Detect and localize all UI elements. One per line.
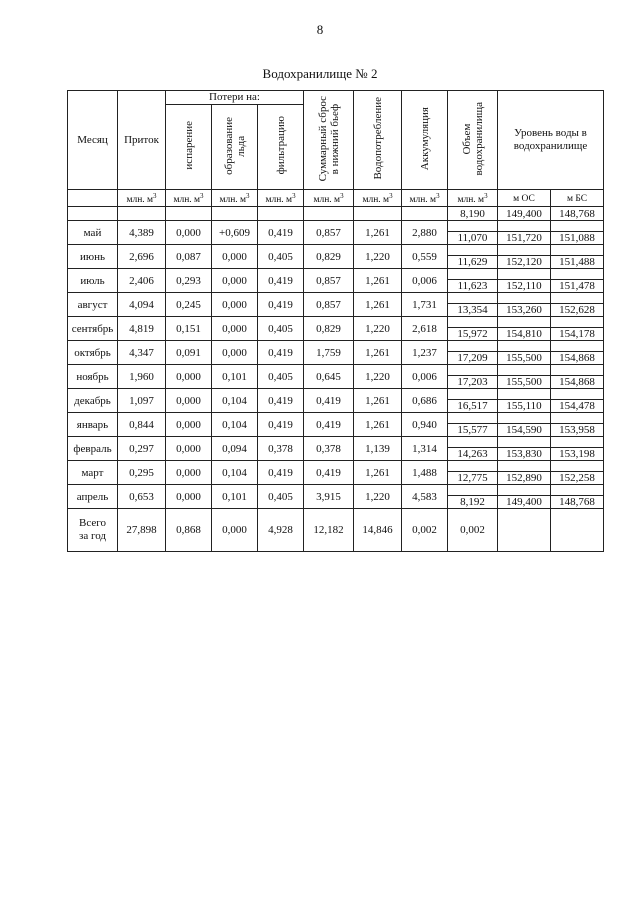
total-bs-cell bbox=[551, 509, 604, 552]
filtration-cell: 0,419 bbox=[258, 461, 304, 485]
table-row bbox=[68, 461, 604, 472]
inflow-cell: 4,819 bbox=[118, 317, 166, 341]
spacer-cell bbox=[448, 437, 498, 448]
filtration-cell: 0,419 bbox=[258, 293, 304, 317]
month-cell: август bbox=[68, 293, 118, 317]
unit-level-os: м ОС bbox=[498, 190, 551, 207]
consumption-cell: 1,261 bbox=[354, 221, 402, 245]
header-discharge: Суммарный сброс в нижний бьеф bbox=[304, 91, 354, 190]
spacer-cell bbox=[551, 365, 604, 376]
spacer-cell bbox=[551, 389, 604, 400]
accumulation-cell: 1,237 bbox=[402, 341, 448, 365]
accumulation-cell: 1,731 bbox=[402, 293, 448, 317]
volume-cell: 16,517 bbox=[448, 400, 498, 413]
spacer-cell bbox=[498, 317, 551, 328]
accumulation-cell: 0,559 bbox=[402, 245, 448, 269]
ice-formation-cell: 0,000 bbox=[212, 245, 258, 269]
page-number: 8 bbox=[316, 22, 324, 37]
accumulation-cell: 0,686 bbox=[402, 389, 448, 413]
spacer-cell bbox=[498, 485, 551, 496]
spacer-cell bbox=[498, 245, 551, 256]
inflow-cell: 4,094 bbox=[118, 293, 166, 317]
inflow-cell: 4,389 bbox=[118, 221, 166, 245]
total-discharge-cell: 12,182 bbox=[304, 509, 354, 552]
spacer-cell bbox=[448, 293, 498, 304]
spacer-cell bbox=[551, 341, 604, 352]
table-row bbox=[68, 245, 604, 256]
unit-volume: млн. $м^3$ bbox=[448, 190, 498, 207]
table-row bbox=[68, 365, 604, 376]
volume-cell: 15,577 bbox=[448, 424, 498, 437]
spacer-cell bbox=[498, 341, 551, 352]
spacer-cell bbox=[551, 485, 604, 496]
spacer-cell bbox=[551, 269, 604, 280]
accumulation-cell: 0,006 bbox=[402, 365, 448, 389]
unit-filtration: млн. $м^3$ bbox=[258, 190, 304, 207]
level-os-cell: 153,830 bbox=[498, 448, 551, 461]
total-os-cell bbox=[498, 509, 551, 552]
level-bs-cell: 153,198 bbox=[551, 448, 604, 461]
accumulation-cell: 0,940 bbox=[402, 413, 448, 437]
month-cell: июль bbox=[68, 269, 118, 293]
evaporation-cell: 0,000 bbox=[166, 461, 212, 485]
month-cell: сентябрь bbox=[68, 317, 118, 341]
inflow-cell: 4,347 bbox=[118, 341, 166, 365]
unit-inflow: млн. $м^3$ bbox=[118, 190, 166, 207]
total-filt-cell: 4,928 bbox=[258, 509, 304, 552]
inflow-cell: 0,295 bbox=[118, 461, 166, 485]
month-cell: февраль bbox=[68, 437, 118, 461]
ice-formation-cell: 0,104 bbox=[212, 461, 258, 485]
level-bs-cell: 151,488 bbox=[551, 256, 604, 269]
table-row bbox=[68, 269, 604, 280]
spacer-cell bbox=[551, 245, 604, 256]
level-os-cell: 155,500 bbox=[498, 376, 551, 389]
inflow-cell: 0,844 bbox=[118, 413, 166, 437]
initial-level-os: 149,400 bbox=[498, 207, 551, 221]
spacer-cell bbox=[551, 317, 604, 328]
spacer-cell bbox=[498, 221, 551, 232]
ice-formation-cell: 0,000 bbox=[212, 341, 258, 365]
total-volume-cell: 0,002 bbox=[448, 509, 498, 552]
spacer-cell bbox=[448, 485, 498, 496]
unit-evaporation: млн. $м^3$ bbox=[166, 190, 212, 207]
month-cell: июнь bbox=[68, 245, 118, 269]
table-row bbox=[68, 389, 604, 400]
ice-formation-cell: 0,000 bbox=[212, 317, 258, 341]
table-row bbox=[68, 317, 604, 328]
discharge-cell: 0,645 bbox=[304, 365, 354, 389]
level-os-cell: 153,260 bbox=[498, 304, 551, 317]
evaporation-cell: 0,245 bbox=[166, 293, 212, 317]
table-row bbox=[68, 293, 604, 304]
level-os-cell: 152,120 bbox=[498, 256, 551, 269]
spacer-cell bbox=[498, 413, 551, 424]
unit-discharge: млн. $м^3$ bbox=[304, 190, 354, 207]
level-os-cell: 149,400 bbox=[498, 496, 551, 509]
total-ice-cell: 0,000 bbox=[212, 509, 258, 552]
spacer-cell bbox=[448, 317, 498, 328]
ice-formation-cell: 0,104 bbox=[212, 389, 258, 413]
ice-formation-cell: 0,094 bbox=[212, 437, 258, 461]
ice-formation-cell: 0,000 bbox=[212, 269, 258, 293]
total-consumption-cell: 14,846 bbox=[354, 509, 402, 552]
spacer-cell bbox=[448, 245, 498, 256]
volume-cell: 17,203 bbox=[448, 376, 498, 389]
consumption-cell: 1,220 bbox=[354, 365, 402, 389]
consumption-cell: 1,261 bbox=[354, 293, 402, 317]
accumulation-cell: 1,314 bbox=[402, 437, 448, 461]
spacer-cell bbox=[551, 293, 604, 304]
filtration-cell: 0,405 bbox=[258, 485, 304, 509]
filtration-cell: 0,419 bbox=[258, 341, 304, 365]
level-bs-cell: 151,478 bbox=[551, 280, 604, 293]
inflow-cell: 0,297 bbox=[118, 437, 166, 461]
ice-formation-cell: 0,104 bbox=[212, 413, 258, 437]
filtration-cell: 0,378 bbox=[258, 437, 304, 461]
volume-cell: 11,629 bbox=[448, 256, 498, 269]
spacer-cell bbox=[448, 365, 498, 376]
evaporation-cell: 0,151 bbox=[166, 317, 212, 341]
level-bs-cell: 152,628 bbox=[551, 304, 604, 317]
evaporation-cell: 0,000 bbox=[166, 437, 212, 461]
header-inflow: Приток bbox=[118, 91, 166, 190]
month-cell: апрель bbox=[68, 485, 118, 509]
header-consumption: Водопотребление bbox=[354, 91, 402, 190]
spacer-cell bbox=[498, 269, 551, 280]
total-accum-cell: 0,002 bbox=[402, 509, 448, 552]
volume-cell: 12,775 bbox=[448, 472, 498, 485]
consumption-cell: 1,261 bbox=[354, 269, 402, 293]
filtration-cell: 0,405 bbox=[258, 317, 304, 341]
spacer-cell bbox=[448, 389, 498, 400]
evaporation-cell: 0,000 bbox=[166, 485, 212, 509]
level-bs-cell: 153,958 bbox=[551, 424, 604, 437]
volume-cell: 8,192 bbox=[448, 496, 498, 509]
inflow-cell: 0,653 bbox=[118, 485, 166, 509]
discharge-cell: 0,829 bbox=[304, 317, 354, 341]
evaporation-cell: 0,000 bbox=[166, 221, 212, 245]
ice-formation-cell: 0,101 bbox=[212, 485, 258, 509]
filtration-cell: 0,419 bbox=[258, 269, 304, 293]
header-evaporation: испарение bbox=[166, 105, 212, 190]
evaporation-cell: 0,293 bbox=[166, 269, 212, 293]
header-water-level: Уровень воды в водохранилище bbox=[498, 91, 604, 190]
consumption-cell: 1,261 bbox=[354, 461, 402, 485]
inflow-cell: 1,960 bbox=[118, 365, 166, 389]
initial-level-bs: 148,768 bbox=[551, 207, 604, 221]
spacer-cell bbox=[448, 341, 498, 352]
reservoir-balance-table bbox=[67, 90, 604, 552]
unit-level-bs: м БС bbox=[551, 190, 604, 207]
spacer-cell bbox=[448, 413, 498, 424]
header-month: Месяц bbox=[68, 91, 118, 190]
level-os-cell: 155,110 bbox=[498, 400, 551, 413]
inflow-cell: 1,097 bbox=[118, 389, 166, 413]
evaporation-cell: 0,000 bbox=[166, 365, 212, 389]
discharge-cell: 0,419 bbox=[304, 389, 354, 413]
unit-accumulation: млн. $м^3$ bbox=[402, 190, 448, 207]
spacer-cell bbox=[448, 269, 498, 280]
table-row bbox=[68, 221, 604, 232]
evaporation-cell: 0,000 bbox=[166, 413, 212, 437]
initial-volume: 8,190 bbox=[448, 207, 498, 221]
evaporation-cell: 0,087 bbox=[166, 245, 212, 269]
discharge-cell: 1,759 bbox=[304, 341, 354, 365]
accumulation-cell: 2,880 bbox=[402, 221, 448, 245]
table-row bbox=[68, 485, 604, 496]
total-evap-cell: 0,868 bbox=[166, 509, 212, 552]
discharge-cell: 0,857 bbox=[304, 293, 354, 317]
consumption-cell: 1,220 bbox=[354, 245, 402, 269]
accumulation-cell: 4,583 bbox=[402, 485, 448, 509]
consumption-cell: 1,261 bbox=[354, 389, 402, 413]
level-os-cell: 152,110 bbox=[498, 280, 551, 293]
spacer-cell bbox=[498, 437, 551, 448]
month-cell: октябрь bbox=[68, 341, 118, 365]
spacer-cell bbox=[551, 461, 604, 472]
filtration-cell: 0,419 bbox=[258, 413, 304, 437]
spacer-cell bbox=[551, 437, 604, 448]
accumulation-cell: 2,618 bbox=[402, 317, 448, 341]
ice-formation-cell: +0,609 bbox=[212, 221, 258, 245]
level-bs-cell: 154,178 bbox=[551, 328, 604, 341]
header-losses: Потери на: bbox=[166, 91, 304, 105]
header-ice-formation: образование льда bbox=[212, 105, 258, 190]
volume-cell: 17,209 bbox=[448, 352, 498, 365]
level-bs-cell: 151,088 bbox=[551, 232, 604, 245]
unit-ice: млн. $м^3$ bbox=[212, 190, 258, 207]
ice-formation-cell: 0,101 bbox=[212, 365, 258, 389]
level-bs-cell: 148,768 bbox=[551, 496, 604, 509]
ice-formation-cell: 0,000 bbox=[212, 293, 258, 317]
initial-state-row bbox=[68, 207, 604, 221]
volume-cell: 11,623 bbox=[448, 280, 498, 293]
volume-cell: 11,070 bbox=[448, 232, 498, 245]
spacer-cell bbox=[448, 461, 498, 472]
discharge-cell: 0,857 bbox=[304, 221, 354, 245]
inflow-cell: 2,406 bbox=[118, 269, 166, 293]
spacer-cell bbox=[498, 389, 551, 400]
evaporation-cell: 0,000 bbox=[166, 389, 212, 413]
spacer-cell bbox=[551, 221, 604, 232]
unit-consumption: млн. $м^3$ bbox=[354, 190, 402, 207]
table-row bbox=[68, 341, 604, 352]
volume-cell: 14,263 bbox=[448, 448, 498, 461]
header-volume: Объем водохранилища bbox=[448, 91, 498, 190]
total-label: Всего за год bbox=[68, 509, 118, 552]
volume-cell: 15,972 bbox=[448, 328, 498, 341]
discharge-cell: 0,829 bbox=[304, 245, 354, 269]
inflow-cell: 2,696 bbox=[118, 245, 166, 269]
discharge-cell: 3,915 bbox=[304, 485, 354, 509]
filtration-cell: 0,419 bbox=[258, 389, 304, 413]
volume-cell: 13,354 bbox=[448, 304, 498, 317]
level-os-cell: 154,810 bbox=[498, 328, 551, 341]
spacer-cell bbox=[551, 413, 604, 424]
consumption-cell: 1,220 bbox=[354, 485, 402, 509]
consumption-cell: 1,139 bbox=[354, 437, 402, 461]
spacer-cell bbox=[448, 221, 498, 232]
total-row bbox=[68, 509, 604, 552]
level-bs-cell: 152,258 bbox=[551, 472, 604, 485]
consumption-cell: 1,261 bbox=[354, 413, 402, 437]
month-cell: ноябрь bbox=[68, 365, 118, 389]
accumulation-cell: 0,006 bbox=[402, 269, 448, 293]
month-cell: декабрь bbox=[68, 389, 118, 413]
month-cell: март bbox=[68, 461, 118, 485]
discharge-cell: 0,419 bbox=[304, 461, 354, 485]
month-cell: январь bbox=[68, 413, 118, 437]
header-filtration: фильтрацию bbox=[258, 105, 304, 190]
discharge-cell: 0,419 bbox=[304, 413, 354, 437]
table-row bbox=[68, 437, 604, 448]
level-bs-cell: 154,478 bbox=[551, 400, 604, 413]
level-os-cell: 152,890 bbox=[498, 472, 551, 485]
month-cell: май bbox=[68, 221, 118, 245]
level-bs-cell: 154,868 bbox=[551, 352, 604, 365]
consumption-cell: 1,261 bbox=[354, 341, 402, 365]
total-inflow-cell: 27,898 bbox=[118, 509, 166, 552]
level-os-cell: 154,590 bbox=[498, 424, 551, 437]
unit-month bbox=[68, 190, 118, 207]
filtration-cell: 0,405 bbox=[258, 365, 304, 389]
spacer-cell bbox=[498, 461, 551, 472]
level-os-cell: 155,500 bbox=[498, 352, 551, 365]
discharge-cell: 0,378 bbox=[304, 437, 354, 461]
consumption-cell: 1,220 bbox=[354, 317, 402, 341]
header-accumulation: Аккумуляция bbox=[402, 91, 448, 190]
table-row bbox=[68, 413, 604, 424]
accumulation-cell: 1,488 bbox=[402, 461, 448, 485]
filtration-cell: 0,405 bbox=[258, 245, 304, 269]
level-bs-cell: 154,868 bbox=[551, 376, 604, 389]
evaporation-cell: 0,091 bbox=[166, 341, 212, 365]
spacer-cell bbox=[498, 365, 551, 376]
document-title: Водохранилище № 2 bbox=[262, 66, 378, 81]
filtration-cell: 0,419 bbox=[258, 221, 304, 245]
level-os-cell: 151,720 bbox=[498, 232, 551, 245]
discharge-cell: 0,857 bbox=[304, 269, 354, 293]
spacer-cell bbox=[498, 293, 551, 304]
